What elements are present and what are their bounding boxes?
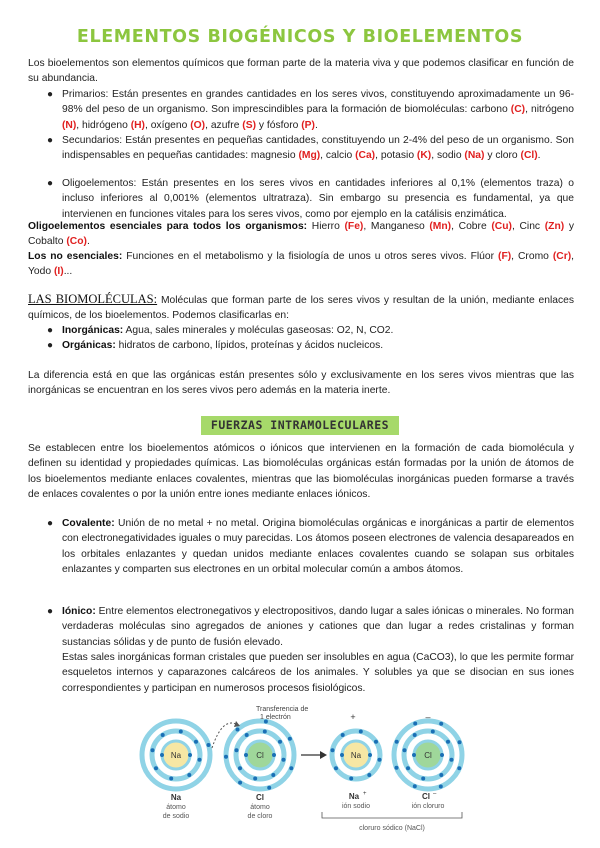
electron-dot — [244, 753, 248, 757]
diferencia-paragraph: La diferencia está en que las orgánicas están presentes sólo y exclusivamente en los seres vivos mientras que las inorgánicas se encuentran en los seres vivos pero además en la materia inerte. — [28, 370, 574, 397]
fuerzas-banner: FUERZAS INTRAMOLECULARES — [201, 416, 399, 435]
cli-core-label: Cl — [424, 751, 432, 760]
covalente-item: Covalente: Unión de no metal + no metal. Origina biomoléculas orgánicas e inorgánicas a partir de elementos con electronegatividades iguales o muy parecidas. Los átomos poseen electrones de valencia desapareados en los orbitales enlazantes y quedan unidos mediante enlaces covalentes cuando se solapan sus orbitales enlazantes y comparten sus electrones en un orbital molecular común a ambos átomos. — [62, 518, 574, 576]
electron-dot — [238, 781, 242, 785]
cli-label: Cl — [422, 792, 430, 801]
electron-dot — [207, 743, 211, 747]
ionico-item: Iónico: Entre elementos electronegativos y electropositivos, dando lugar a sales iónicas o minerales. No forman verdaderas moléculas sino agregados de aniones y cationes que dan lugar a redes cristalinas y forman sustancias sólidas y de punto de fusión elevado. — [62, 606, 574, 648]
electron-dot — [282, 758, 286, 762]
electron-dot — [413, 722, 417, 726]
electron-dot — [235, 748, 239, 752]
na-label: Na — [170, 793, 182, 802]
electron-dot — [440, 753, 444, 757]
electron-dot — [374, 740, 378, 744]
electron-dot — [421, 777, 425, 781]
cli-sub: ión cloruro — [411, 803, 445, 810]
electron-dot — [413, 784, 417, 788]
electron-dot — [349, 777, 353, 781]
electron-dot — [340, 753, 344, 757]
electron-dot — [271, 773, 275, 777]
secundarios-item: Secundarios: Están presentes en pequeñas cantidades, constituyendo un 2-4% del peso de un organismo. Son indispensables en pequeñas cantidades: magnesio (Mg), calcio (Ca), potasio (K), sodio (Na) y cloro (Cl). — [62, 135, 574, 162]
electron-dot — [406, 766, 410, 770]
electron-dot — [331, 748, 335, 752]
bullet-icon: ● — [47, 518, 54, 529]
na-core-label: Na — [170, 751, 182, 760]
primarios-item: Primarios: Están presentes en grandes cantidades en los seres vivos, constituyendo aproximadamente un 96-98% del peso de un organismo. Son imprescindibles para la formación de biomoléculas: carbono (C), nitrógeno (N), hidrógeno (H), oxígeno (O), azufre (S) y fósforo (P). — [62, 89, 574, 131]
electron-dot — [288, 737, 292, 741]
na-sub: átomo — [166, 804, 186, 811]
electron-dot — [413, 733, 417, 737]
bullet-icon: ● — [47, 340, 54, 351]
electron-dot — [395, 766, 399, 770]
cl-sub2: de cloro — [247, 813, 273, 820]
transfer-label-2: 1 electrón — [260, 714, 291, 721]
reaction-arrow-head — [320, 751, 327, 759]
cl-core-label: Cl — [256, 751, 264, 760]
electron-dot — [151, 748, 155, 752]
electron-dot — [272, 753, 276, 757]
bullet-icon: ● — [47, 135, 54, 146]
organicas-item: Orgánicas: hidratos de carbono, lípidos, proteínas y ácidos nucleicos. — [62, 340, 384, 351]
electron-dot — [194, 740, 198, 744]
electron-dot — [439, 773, 443, 777]
electron-dot — [431, 730, 435, 734]
electron-dot — [458, 740, 462, 744]
electron-dot — [395, 740, 399, 744]
electron-dot — [367, 773, 371, 777]
electron-dot — [278, 740, 282, 744]
compound-label: cloruro sódico (NaCl) — [359, 825, 425, 832]
electron-dot — [439, 785, 443, 789]
electron-dot — [334, 766, 338, 770]
transfer-label: Transferencia de — [256, 706, 309, 713]
oligo-item: Oligoelementos: Están presentes en los seres vivos en cantidades inferiores al 0,1% (elementos traza) o incluso inferiores al 0,001% (elementos ultratraza). Sin embargo su presencia es fundamental, ya que intervienen en funciones vitales para los seres vivos, como por ejemplo en la catálisis enzimática. — [62, 178, 574, 220]
electron-dot — [238, 766, 242, 770]
electron-dot — [378, 758, 382, 762]
bullet-icon: ● — [47, 325, 54, 336]
intro-paragraph: Los bioelementos son elementos químicos que forman parte de la materia viva y que podemos clasificar en función de su abundancia. — [28, 58, 574, 85]
electron-dot — [341, 733, 345, 737]
electron-dot — [368, 753, 372, 757]
bullet-icon: ● — [47, 178, 54, 189]
nai-core-label: Na — [350, 751, 362, 760]
cl-label: Cl — [256, 793, 264, 802]
nai-sup: + — [363, 791, 367, 797]
electron-dot — [412, 753, 416, 757]
electron-dot — [289, 766, 293, 770]
electron-dot — [245, 733, 249, 737]
electron-dot — [161, 733, 165, 737]
electron-dot — [179, 730, 183, 734]
biomoleculas-paragraph: LAS BIOMOLÉCULAS: Moléculas que forman parte de los seres vivos y resultan de la unión, mediante enlaces químicos, de los bioelementos. Podemos clasificarlas en: — [28, 292, 574, 322]
electron-dot — [154, 766, 158, 770]
cl-sub: átomo — [250, 804, 270, 811]
esenciales-paragraph: Oligoelementos esenciales para todos los organismos: Hierro (Fe), Manganeso (Mn), Cobre (Cu), Cinc (Zn) y Cobalto (Co). — [28, 221, 575, 248]
electron-dot — [188, 753, 192, 757]
nai-label: Na — [348, 792, 360, 801]
minus-sign: – — [425, 712, 431, 722]
electron-dot — [236, 728, 240, 732]
electron-dot — [446, 740, 450, 744]
ionico-item-cont: Estas sales inorgánicas forman cristales que pueden ser insolubles en agua (CaCO3), lo que les permite formar esqueletos internos y caparazones calcáreos de los animales. Y solubles ya que se disocian en sus iones correspondientes y participan en numerosos procesos fisiológicos. — [62, 652, 574, 694]
compound-bracket — [322, 812, 462, 818]
electron-dot — [169, 777, 173, 781]
electron-dot — [187, 773, 191, 777]
na-sub2: de sodio — [162, 813, 190, 820]
noesenciales-paragraph: Los no esenciales: Funciones en el metabolismo y la fisiología de unos u otros seres vivos. Flúor (F), Cromo (Cr), Yodo (I)... — [28, 251, 575, 278]
biomoleculas-heading: LAS BIOMOLÉCULAS: — [28, 292, 158, 306]
page-title: ELEMENTOS BIOGÉNICOS Y BIOELEMENTOS — [76, 27, 524, 47]
electron-dot — [403, 748, 407, 752]
electron-dot — [263, 730, 267, 734]
cli-sup: – — [433, 791, 437, 797]
inorganicas-item: Inorgánicas: Agua, sales minerales y moléculas gaseosas: O2, N, CO2. — [62, 325, 394, 336]
electron-dot — [267, 786, 271, 790]
plus-sign: + — [350, 712, 356, 722]
electron-dot — [160, 753, 164, 757]
electron-dot — [359, 730, 363, 734]
fuerzas-intro: Se establecen entre los bioelementos atómicos o iónicos que intervienen en la formación de cada biomolécula y definen su identidad y propiedades químicas. Las biomoléculas orgánicas están formadas por la unión de átomos de los bioelementos mediante enlaces covalentes, mientras que las biomoléculas inorgánicas pueden formarse a través de enlaces covalentes o por la unión entre iones mediante enlaces iónicos. — [28, 443, 574, 501]
electron-dot — [198, 758, 202, 762]
bullet-icon: ● — [47, 606, 54, 617]
bullet-icon: ● — [47, 89, 54, 100]
electron-dot — [457, 766, 461, 770]
nai-sub: ión sodio — [341, 803, 371, 810]
electron-dot — [224, 755, 228, 759]
electron-dot — [439, 722, 443, 726]
electron-dot — [253, 777, 257, 781]
electron-dot — [450, 758, 454, 762]
